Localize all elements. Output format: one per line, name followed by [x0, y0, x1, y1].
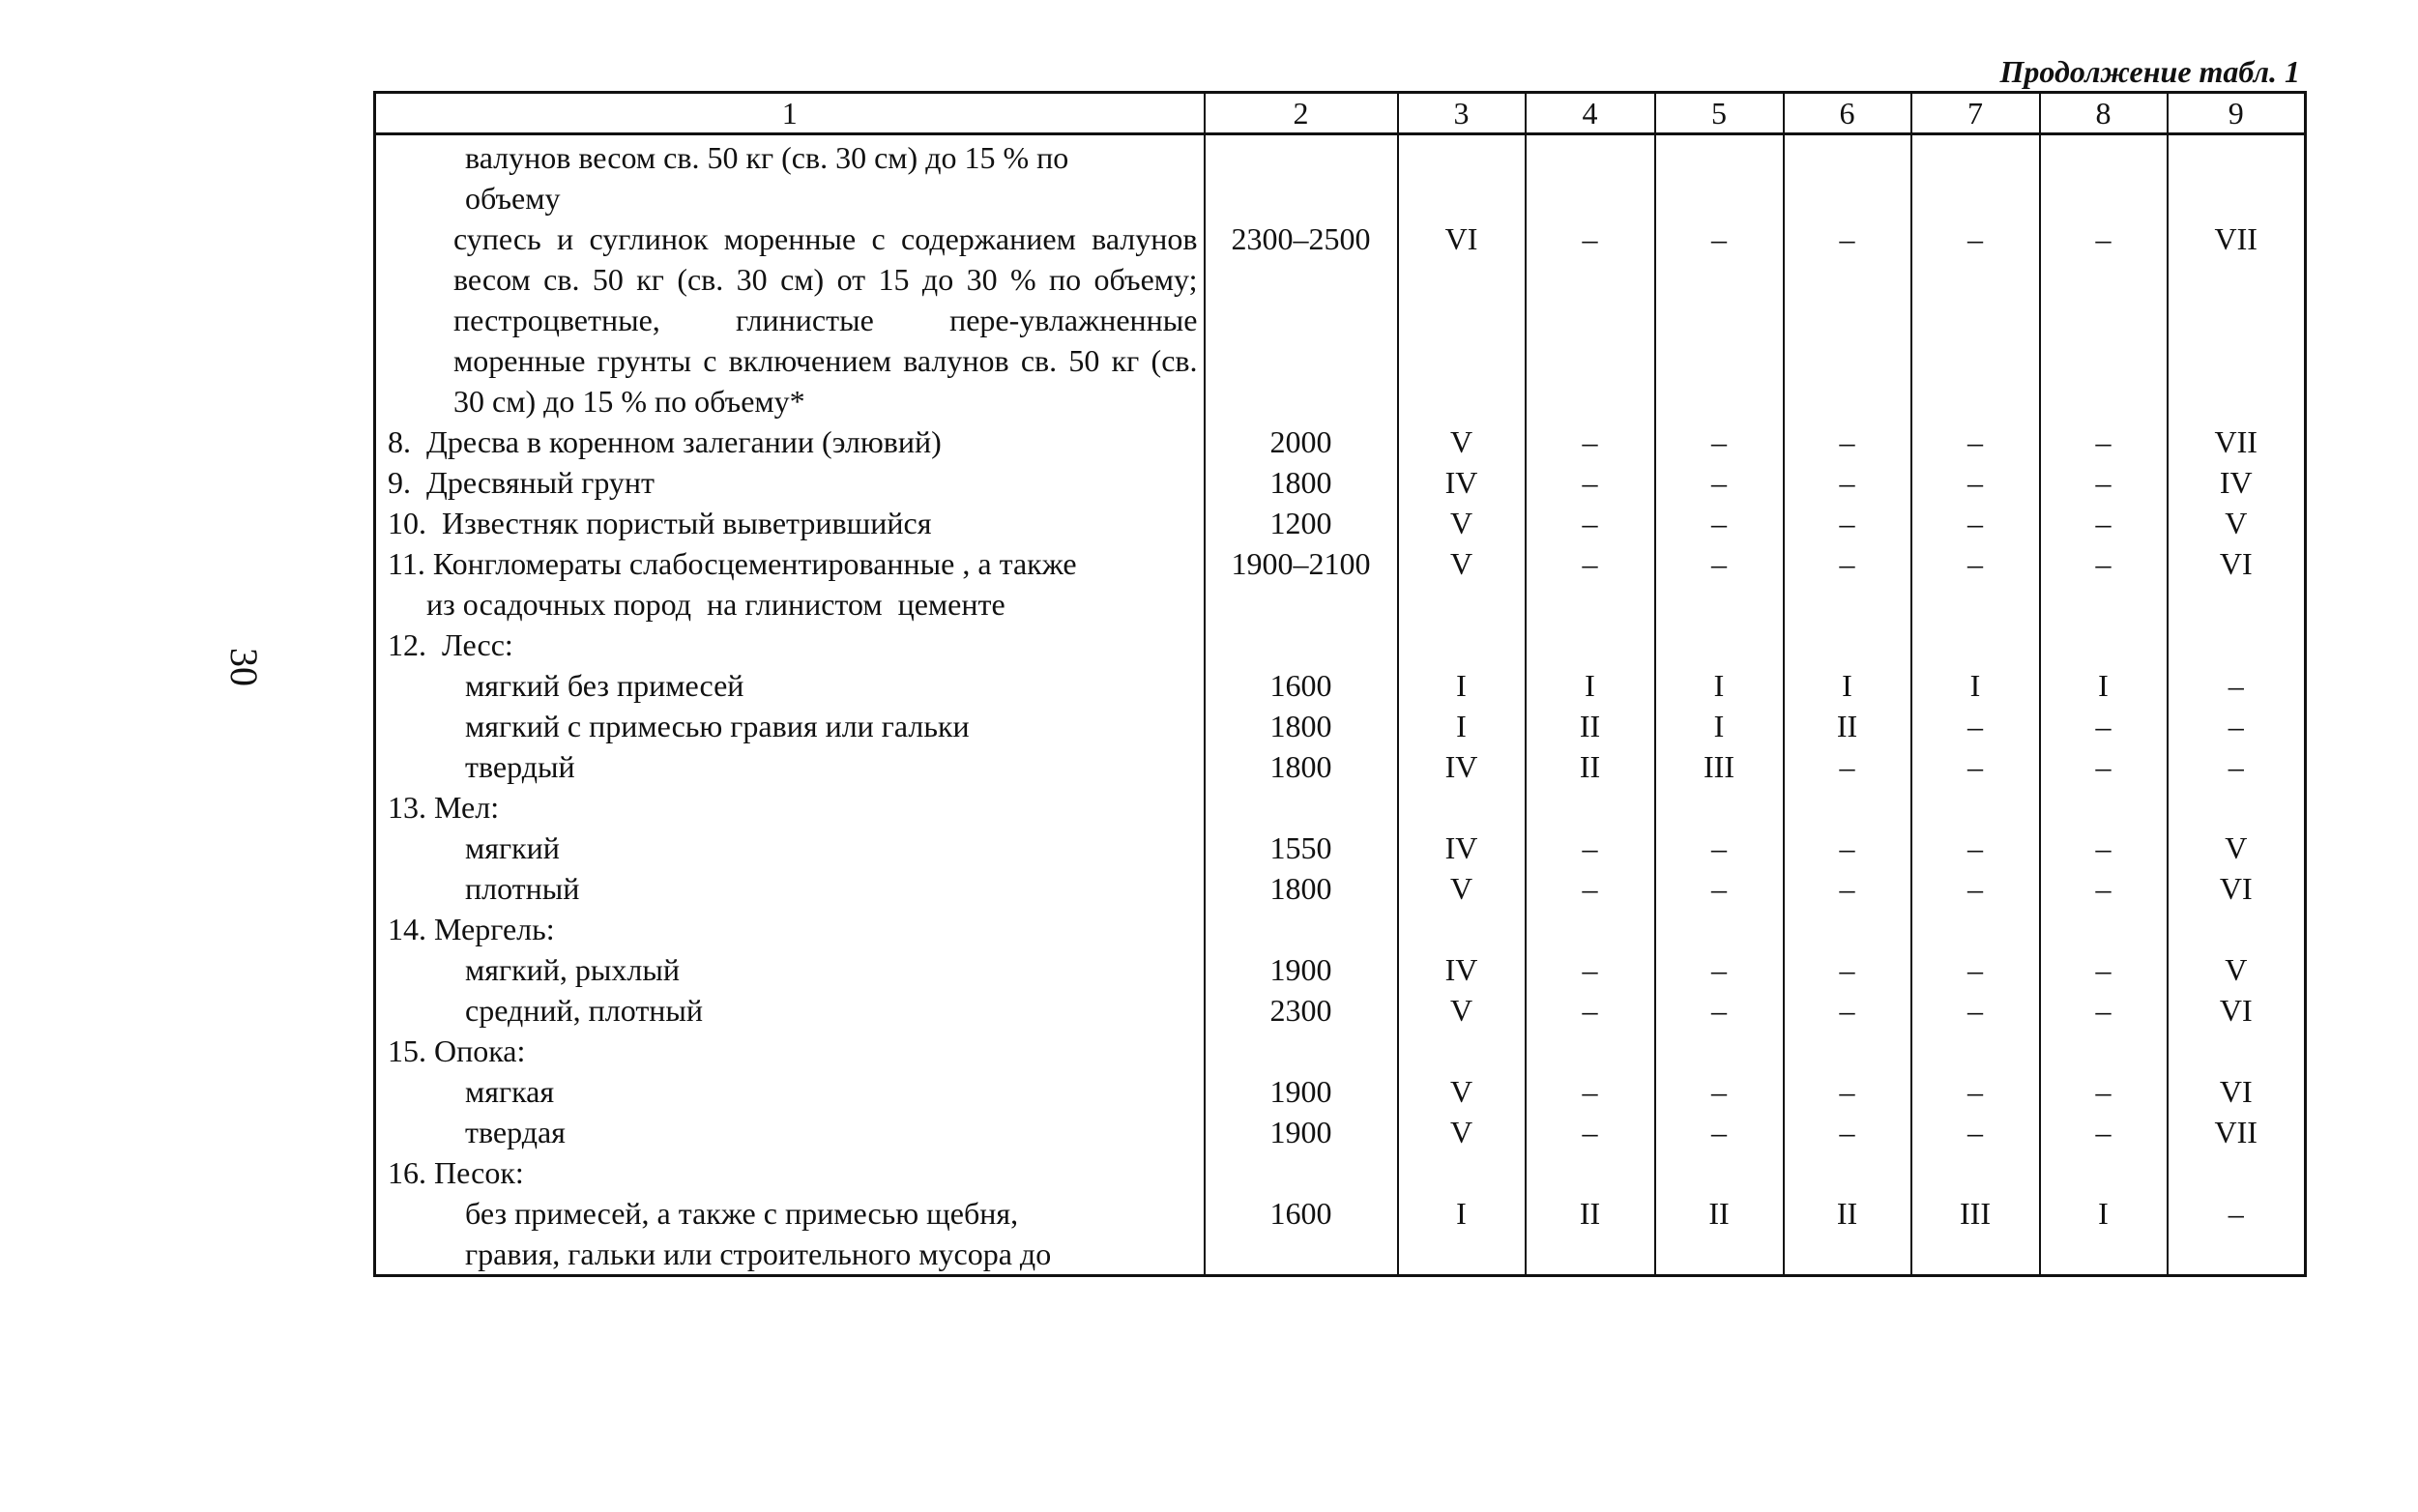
table-row — [375, 746, 2306, 787]
value-cell-col-9: V — [2168, 828, 2306, 868]
soil-name-cell — [375, 543, 1205, 625]
column-header-2: 2 — [1205, 93, 1398, 134]
soil-name-line: без примесей, а также с примесью щебня, — [465, 1196, 1019, 1231]
value-cell-col-7: – — [1911, 949, 2040, 990]
value-cell-col-2: 1900 — [1205, 949, 1398, 990]
value-cell-col-3 — [1398, 134, 1526, 219]
soil-name-line: твердый — [465, 749, 575, 784]
soil-name-line: объему — [465, 181, 561, 216]
value-cell-col-4: – — [1526, 949, 1655, 990]
value-cell-col-5 — [1655, 1152, 1784, 1193]
soil-name-cell — [375, 462, 1205, 503]
table-row — [375, 422, 2306, 462]
value-cell-col-3: IV — [1398, 462, 1526, 503]
soil-classification-table — [373, 91, 2307, 1277]
table-row — [375, 462, 2306, 503]
value-cell-col-5: – — [1655, 503, 1784, 543]
soil-name-line: 16. Песок: — [388, 1155, 524, 1190]
value-cell-col-7: I — [1911, 665, 2040, 706]
value-cell-col-6 — [1784, 625, 1911, 665]
soil-name-cell — [375, 625, 1205, 665]
value-cell-col-4: I — [1526, 665, 1655, 706]
value-cell-col-8: – — [2040, 746, 2168, 787]
value-cell-col-6: II — [1784, 1193, 1911, 1276]
value-cell-col-8: – — [2040, 543, 2168, 625]
value-cell-col-6: – — [1784, 990, 1911, 1031]
value-cell-col-8: – — [2040, 990, 2168, 1031]
value-cell-col-8: I — [2040, 1193, 2168, 1276]
value-cell-col-2: 1800 — [1205, 462, 1398, 503]
table-row — [375, 868, 2306, 909]
value-cell-col-2: 2000 — [1205, 422, 1398, 462]
value-cell-col-8: – — [2040, 503, 2168, 543]
value-cell-col-8: – — [2040, 706, 2168, 746]
value-cell-col-3: IV — [1398, 828, 1526, 868]
soil-name-line: 14. Мергель: — [388, 912, 555, 946]
value-cell-col-7: – — [1911, 868, 2040, 909]
table-row — [375, 949, 2306, 990]
column-header-3: 3 — [1398, 93, 1526, 134]
soil-name-cell — [375, 1193, 1205, 1276]
value-cell-col-4: – — [1526, 1071, 1655, 1112]
table-row — [375, 503, 2306, 543]
value-cell-col-8: – — [2040, 828, 2168, 868]
soil-name-line: 8. Дресва в коренном залегании (элювий) — [388, 424, 942, 459]
value-cell-col-9: VI — [2168, 543, 2306, 625]
value-cell-col-5: – — [1655, 990, 1784, 1031]
value-cell-col-5: II — [1655, 1193, 1784, 1276]
soil-name-line: из осадочных пород на глинистом цементе — [388, 587, 1005, 622]
value-cell-col-3 — [1398, 787, 1526, 828]
soil-name-line: мягкий с примесью гравия или гальки — [465, 709, 970, 743]
soil-name-cell — [375, 746, 1205, 787]
value-cell-col-7 — [1911, 1152, 2040, 1193]
value-cell-col-6: – — [1784, 746, 1911, 787]
value-cell-col-4: II — [1526, 706, 1655, 746]
soil-name-cell — [375, 828, 1205, 868]
soil-name-line: 9. Дресвяный грунт — [388, 465, 655, 500]
value-cell-col-3: I — [1398, 1193, 1526, 1276]
value-cell-col-2: 1600 — [1205, 665, 1398, 706]
value-cell-col-2: 1900 — [1205, 1112, 1398, 1152]
value-cell-col-8 — [2040, 1031, 2168, 1071]
value-cell-col-2: 1800 — [1205, 706, 1398, 746]
table-row — [375, 625, 2306, 665]
continuation-label: Продолжение табл. 1 — [1999, 54, 2300, 89]
value-cell-col-9: – — [2168, 665, 2306, 706]
value-cell-col-5: I — [1655, 706, 1784, 746]
soil-name-line: супесь и суглинок моренные с содержанием валунов весом св. 50 кг (св. 30 см) от 15 до 30 % по объему; пестроцветные, глинистые пере-увлажненные моренные грунты с включением валунов св. 50 кг (св. 30 см) до 15 % по объему* — [453, 221, 1198, 419]
soil-name-line: 10. Известняк пористый выветрившийся — [388, 506, 932, 540]
value-cell-col-5: – — [1655, 462, 1784, 503]
value-cell-col-9: VII — [2168, 1112, 2306, 1152]
value-cell-col-9 — [2168, 787, 2306, 828]
soil-name-line: плотный — [465, 871, 580, 906]
value-cell-col-7: – — [1911, 543, 2040, 625]
value-cell-col-2: 1800 — [1205, 868, 1398, 909]
value-cell-col-3 — [1398, 909, 1526, 949]
value-cell-col-2 — [1205, 1152, 1398, 1193]
value-cell-col-3 — [1398, 1031, 1526, 1071]
column-header-5: 5 — [1655, 93, 1784, 134]
value-cell-col-3 — [1398, 625, 1526, 665]
value-cell-col-2: 2300–2500 — [1205, 218, 1398, 422]
value-cell-col-2: 1800 — [1205, 746, 1398, 787]
soil-name-cell — [375, 787, 1205, 828]
soil-name-line: 15. Опока: — [388, 1033, 526, 1068]
value-cell-col-4 — [1526, 134, 1655, 219]
value-cell-col-5: – — [1655, 543, 1784, 625]
value-cell-col-5: – — [1655, 949, 1784, 990]
value-cell-col-6: – — [1784, 949, 1911, 990]
value-cell-col-9: – — [2168, 1193, 2306, 1276]
value-cell-col-3 — [1398, 1152, 1526, 1193]
value-cell-col-8: – — [2040, 1112, 2168, 1152]
value-cell-col-7: – — [1911, 1071, 2040, 1112]
value-cell-col-7 — [1911, 787, 2040, 828]
value-cell-col-8: – — [2040, 218, 2168, 422]
value-cell-col-3: V — [1398, 1112, 1526, 1152]
value-cell-col-9: VII — [2168, 422, 2306, 462]
soil-name-cell — [375, 909, 1205, 949]
value-cell-col-4 — [1526, 787, 1655, 828]
soil-name-line: гравия, гальки или строительного мусора до — [465, 1236, 1052, 1271]
column-header-7: 7 — [1911, 93, 2040, 134]
value-cell-col-8 — [2040, 134, 2168, 219]
soil-name-cell — [375, 1112, 1205, 1152]
table-row — [375, 990, 2306, 1031]
value-cell-col-9: – — [2168, 746, 2306, 787]
value-cell-col-4: – — [1526, 543, 1655, 625]
value-cell-col-7: – — [1911, 422, 2040, 462]
soil-name-line: мягкий, рыхлый — [465, 952, 680, 987]
soil-name-line: 13. Мел: — [388, 790, 500, 825]
soil-name-cell — [375, 218, 1205, 422]
value-cell-col-6: – — [1784, 422, 1911, 462]
value-cell-col-6: – — [1784, 1112, 1911, 1152]
value-cell-col-6: – — [1784, 543, 1911, 625]
table-row — [375, 706, 2306, 746]
value-cell-col-2: 2300 — [1205, 990, 1398, 1031]
value-cell-col-3: V — [1398, 990, 1526, 1031]
soil-name-cell — [375, 1031, 1205, 1071]
value-cell-col-7: – — [1911, 746, 2040, 787]
value-cell-col-5: III — [1655, 746, 1784, 787]
soil-name-line: мягкий без примесей — [465, 668, 744, 703]
value-cell-col-4: II — [1526, 746, 1655, 787]
value-cell-col-3: V — [1398, 503, 1526, 543]
value-cell-col-6: – — [1784, 503, 1911, 543]
value-cell-col-4: – — [1526, 503, 1655, 543]
value-cell-col-6 — [1784, 134, 1911, 219]
soil-name-cell — [375, 1071, 1205, 1112]
soil-name-cell — [375, 949, 1205, 990]
value-cell-col-7 — [1911, 625, 2040, 665]
soil-name-cell — [375, 868, 1205, 909]
value-cell-col-2 — [1205, 625, 1398, 665]
value-cell-col-7: – — [1911, 218, 2040, 422]
soil-name-cell — [375, 422, 1205, 462]
value-cell-col-2: 1900–2100 — [1205, 543, 1398, 625]
table-row — [375, 665, 2306, 706]
value-cell-col-6 — [1784, 909, 1911, 949]
value-cell-col-9 — [2168, 134, 2306, 219]
value-cell-col-3: IV — [1398, 949, 1526, 990]
value-cell-col-9: VI — [2168, 868, 2306, 909]
value-cell-col-9 — [2168, 1031, 2306, 1071]
value-cell-col-6: – — [1784, 828, 1911, 868]
value-cell-col-8: I — [2040, 665, 2168, 706]
value-cell-col-7: III — [1911, 1193, 2040, 1276]
table-row — [375, 1031, 2306, 1071]
value-cell-col-9 — [2168, 625, 2306, 665]
column-header-8: 8 — [2040, 93, 2168, 134]
value-cell-col-7: – — [1911, 828, 2040, 868]
table-row — [375, 909, 2306, 949]
soil-name-cell — [375, 503, 1205, 543]
soil-name-line: средний, плотный — [465, 993, 704, 1028]
value-cell-col-5 — [1655, 787, 1784, 828]
soil-name-cell — [375, 665, 1205, 706]
soil-name-cell — [375, 134, 1205, 219]
table-row — [375, 1071, 2306, 1112]
value-cell-col-4: – — [1526, 990, 1655, 1031]
value-cell-col-6 — [1784, 787, 1911, 828]
value-cell-col-8 — [2040, 909, 2168, 949]
value-cell-col-9: VI — [2168, 990, 2306, 1031]
value-cell-col-4: II — [1526, 1193, 1655, 1276]
value-cell-col-5 — [1655, 909, 1784, 949]
table-row — [375, 543, 2306, 625]
soil-name-line: 11. Конгломераты слабосцементированные , а также — [388, 546, 1077, 581]
table-row — [375, 134, 2306, 219]
value-cell-col-8: – — [2040, 949, 2168, 990]
value-cell-col-5 — [1655, 625, 1784, 665]
value-cell-col-3: I — [1398, 665, 1526, 706]
value-cell-col-3: IV — [1398, 746, 1526, 787]
value-cell-col-4: – — [1526, 422, 1655, 462]
value-cell-col-8: – — [2040, 1071, 2168, 1112]
table-row — [375, 787, 2306, 828]
soil-name-line: валунов весом св. 50 кг (св. 30 см) до 15 % по — [465, 140, 1069, 175]
table-body — [375, 134, 2306, 1276]
table-row — [375, 828, 2306, 868]
value-cell-col-5: – — [1655, 828, 1784, 868]
soil-name-cell — [375, 1152, 1205, 1193]
value-cell-col-4: – — [1526, 218, 1655, 422]
soil-name-line: мягкий — [465, 830, 560, 865]
value-cell-col-7: – — [1911, 462, 2040, 503]
value-cell-col-3: V — [1398, 1071, 1526, 1112]
table-row — [375, 1112, 2306, 1152]
value-cell-col-8: – — [2040, 462, 2168, 503]
value-cell-col-7 — [1911, 909, 2040, 949]
soil-name-cell — [375, 990, 1205, 1031]
value-cell-col-9 — [2168, 1152, 2306, 1193]
value-cell-col-9: VII — [2168, 218, 2306, 422]
value-cell-col-2: 1200 — [1205, 503, 1398, 543]
value-cell-col-7: – — [1911, 503, 2040, 543]
value-cell-col-4 — [1526, 625, 1655, 665]
value-cell-col-2 — [1205, 909, 1398, 949]
soil-name-line: твердая — [465, 1115, 566, 1149]
value-cell-col-9: IV — [2168, 462, 2306, 503]
value-cell-col-6: – — [1784, 462, 1911, 503]
value-cell-col-6: – — [1784, 218, 1911, 422]
column-header-6: 6 — [1784, 93, 1911, 134]
soil-name-line: 12. Лесс: — [388, 627, 513, 662]
value-cell-col-8: – — [2040, 422, 2168, 462]
value-cell-col-2: 1600 — [1205, 1193, 1398, 1276]
value-cell-col-8 — [2040, 787, 2168, 828]
soil-name-cell — [375, 706, 1205, 746]
column-header-1: 1 — [375, 93, 1205, 134]
value-cell-col-7: – — [1911, 706, 2040, 746]
soil-name-line: мягкая — [465, 1074, 555, 1109]
table-row — [375, 1193, 2306, 1276]
value-cell-col-3: V — [1398, 543, 1526, 625]
value-cell-col-2 — [1205, 1031, 1398, 1071]
value-cell-col-6: II — [1784, 706, 1911, 746]
value-cell-col-8 — [2040, 1152, 2168, 1193]
value-cell-col-9: V — [2168, 949, 2306, 990]
value-cell-col-5: – — [1655, 422, 1784, 462]
value-cell-col-7: – — [1911, 990, 2040, 1031]
value-cell-col-6: – — [1784, 1071, 1911, 1112]
column-header-9: 9 — [2168, 93, 2306, 134]
value-cell-col-4: – — [1526, 462, 1655, 503]
value-cell-col-5: – — [1655, 1112, 1784, 1152]
value-cell-col-9 — [2168, 909, 2306, 949]
value-cell-col-3: I — [1398, 706, 1526, 746]
value-cell-col-2: 1900 — [1205, 1071, 1398, 1112]
value-cell-col-4 — [1526, 1031, 1655, 1071]
value-cell-col-9: VI — [2168, 1071, 2306, 1112]
value-cell-col-5: – — [1655, 218, 1784, 422]
value-cell-col-7 — [1911, 134, 2040, 219]
value-cell-col-4 — [1526, 909, 1655, 949]
table-row — [375, 218, 2306, 422]
value-cell-col-7 — [1911, 1031, 2040, 1071]
value-cell-col-6 — [1784, 1152, 1911, 1193]
value-cell-col-3: VI — [1398, 218, 1526, 422]
value-cell-col-3: V — [1398, 868, 1526, 909]
value-cell-col-5 — [1655, 134, 1784, 219]
header-row — [375, 93, 2306, 134]
value-cell-col-4 — [1526, 1152, 1655, 1193]
value-cell-col-3: V — [1398, 422, 1526, 462]
value-cell-col-4: – — [1526, 868, 1655, 909]
value-cell-col-4: – — [1526, 828, 1655, 868]
value-cell-col-2: 1550 — [1205, 828, 1398, 868]
value-cell-col-9: V — [2168, 503, 2306, 543]
value-cell-col-4: – — [1526, 1112, 1655, 1152]
value-cell-col-8 — [2040, 625, 2168, 665]
value-cell-col-5: – — [1655, 868, 1784, 909]
value-cell-col-9: – — [2168, 706, 2306, 746]
value-cell-col-5 — [1655, 1031, 1784, 1071]
column-header-4: 4 — [1526, 93, 1655, 134]
value-cell-col-6 — [1784, 1031, 1911, 1071]
page-number: 30 — [222, 648, 266, 686]
value-cell-col-6: – — [1784, 868, 1911, 909]
value-cell-col-2 — [1205, 134, 1398, 219]
value-cell-col-6: I — [1784, 665, 1911, 706]
table-row — [375, 1152, 2306, 1193]
value-cell-col-8: – — [2040, 868, 2168, 909]
value-cell-col-7: – — [1911, 1112, 2040, 1152]
value-cell-col-5: I — [1655, 665, 1784, 706]
value-cell-col-5: – — [1655, 1071, 1784, 1112]
value-cell-col-2 — [1205, 787, 1398, 828]
